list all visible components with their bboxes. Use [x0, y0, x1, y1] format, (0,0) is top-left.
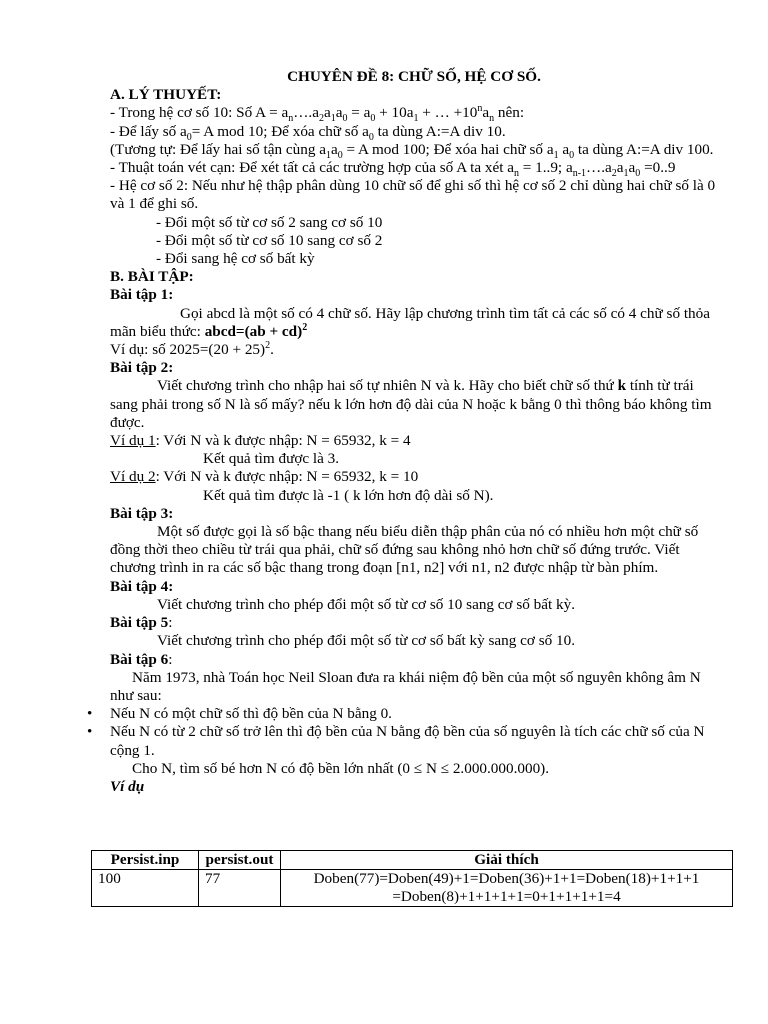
document-body	[87, 68, 718, 796]
theory-line-mod10: - Để lấy số $a_0= A$ mod 10; Để xóa chữ số $a_0$ ta dùng A:=A div 10.	[110, 122, 506, 143]
theory-line-mod100: (Tương tự: Để lấy hai số tận cùng $a_1a_0 = A$ mod 100; Để xóa hai chữ số $a_1$ $a_0$ ta dùng A:=A div 100.	[110, 140, 714, 161]
exercise-2-heading: Bài tập 2:	[110, 359, 174, 377]
table-cell-input: 100	[92, 870, 199, 907]
exercise-6-task: Cho N, tìm số bé hơn N có độ bền lớn nhất (0 ≤ N ≤ 2.000.000.000).	[132, 759, 550, 777]
exercise-1-text: Gọi abcd là một số có 4 chữ số. Hãy lập chương trình tìm tất cả các số có 4 chữ số thỏa mãn biểu thức: abcd=(ab + cd)$^2$	[110, 304, 710, 340]
bullet-icon: •	[87, 705, 93, 723]
list-item: • Nếu N có từ 2 chữ số trở lên thì độ bền của N bằng độ bền của số nguyên là tích các chữ số của N cộng 1.	[87, 723, 705, 759]
example-table	[91, 850, 733, 907]
exercise-2-text: Viết chương trình cho nhập hai số tự nhiên N và k. Hãy cho biết chữ số thứ k tính từ trái sang phải trong số N là số mấy? nếu k lớn hơn độ dài của N hoặc k bằng 0 thì thông báo không tìm được.	[110, 377, 712, 431]
section-a-heading: A. LÝ THUYẾT:	[110, 86, 222, 104]
table-header-cell: persist.out	[199, 851, 281, 870]
theory-sub-item-2: - Đổi một số từ cơ số 10 sang cơ số 2	[156, 231, 383, 249]
table-header-cell: Giải thích	[281, 851, 733, 870]
theory-sub-item-3: - Đổi sang hệ cơ số bất kỳ	[156, 250, 315, 268]
exercise-4-text: Viết chương trình cho phép đổi một số từ cơ số 10 sang cơ số bất kỳ.	[157, 595, 576, 613]
table-header-row	[92, 851, 733, 870]
theory-line-base10: - Trong hệ cơ số 10: Số $A = a_n\dots.a_2a_1a_0 = a_0 + 10a_1$ + … $+10^na_n$ nên:	[110, 103, 525, 125]
exercise-6-example-label: Ví dụ	[110, 777, 145, 795]
exercise-6-bullet-list	[87, 705, 718, 760]
exercise-3-heading: Bài tập 3:	[110, 504, 174, 522]
exercise-6-heading: Bài tập 6:	[110, 650, 173, 668]
exercise-4-heading: Bài tập 4:	[110, 577, 174, 595]
table-cell-output: 77	[199, 870, 281, 907]
theory-line-bruteforce: - Thuật toán vét cạn: Để xét tất cả các trường hợp của số A ta xét $a_n = 1..9$; $a_{n-1}\dots.a_2a_1a_0 =0..9$	[110, 159, 676, 180]
exercise-1-example: Ví dụ: số $2025=(20 + 25)^2$.	[110, 339, 274, 359]
document-title: CHUYÊN ĐỀ 8: CHỮ SỐ, HỆ CƠ SỐ.	[287, 68, 541, 85]
exercise-1-heading: Bài tập 1:	[110, 286, 174, 304]
exercise-5-heading: Bài tập 5:	[110, 614, 173, 632]
exercise-2-result-2: Kết quả tìm được là -1 ( k lớn hơn độ dài số N).	[203, 486, 494, 504]
exercise-3-text: Một số được gọi là số bậc thang nếu biểu diễn thập phân của nó có nhiều hơn một chữ số đồng thời theo chiều từ trái qua phải, chữ số đứng sau không nhỏ hơn chữ số đứng trước. Viết chương trình in ra các số bậc thang trong đoạn [n1, n2] với n1, n2 được nhập từ bàn phím.	[110, 523, 699, 577]
table-cell-explanation: Doben(77)=Doben(49)+1=Doben(36)+1+1=Doben(18)+1+1+1 =Doben(8)+1+1+1+1=0+1+1+1+1=4	[281, 870, 733, 907]
bullet-icon: •	[87, 723, 93, 741]
table-header-cell: Persist.inp	[92, 851, 199, 870]
exercise-6-intro: Năm 1973, nhà Toán học Neil Sloan đưa ra khái niệm độ bền của một số nguyên không âm N như sau:	[110, 668, 701, 704]
exercise-5-text: Viết chương trình cho phép đổi một số từ cơ số bất kỳ sang cơ số 10.	[157, 632, 576, 650]
exercise-2-example-2: Ví dụ 2: Với N và k được nhập: N = 65932, k = 10	[110, 468, 419, 486]
list-item: • Nếu N có một chữ số thì độ bền của N bằng 0.	[87, 705, 392, 723]
exercise-2-example-1: Ví dụ 1: Với N và k được nhập: N = 65932, k = 4	[110, 432, 411, 450]
section-b-heading: B. BÀI TẬP:	[110, 268, 194, 286]
theory-sub-item-1: - Đổi một số từ cơ số 2 sang cơ số 10	[156, 213, 383, 231]
theory-line-base2: - Hệ cơ số 2: Nếu như hệ thập phân dùng 10 chữ số để ghi số thì hệ cơ số 2 chỉ dùng hai chữ số là 0 và 1 để ghi số.	[110, 177, 716, 213]
table-row	[92, 870, 733, 907]
exercise-2-result-1: Kết quả tìm được là 3.	[203, 450, 340, 468]
